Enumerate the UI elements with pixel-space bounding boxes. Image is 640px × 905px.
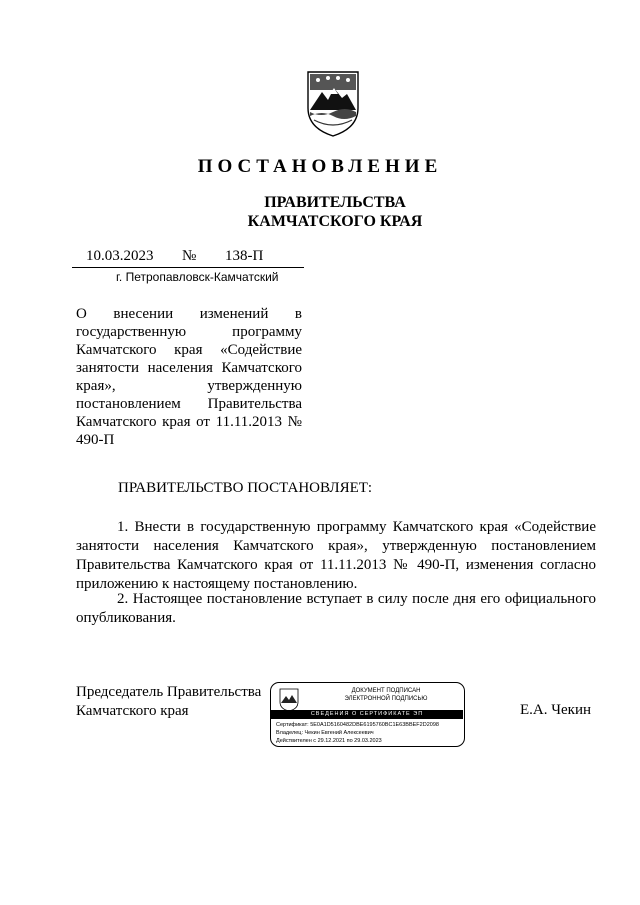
document-number: 138-П — [225, 248, 264, 264]
stamp-owner: Владелец: Чекин Евгений Алексеевич — [276, 730, 374, 736]
document-date: 10.03.2023 — [86, 248, 154, 264]
stamp-certificate-bar: СВЕДЕНИЯ О СЕРТИФИКАТЕ ЭП — [271, 710, 463, 719]
document-subject: О внесении изменений в государственную программу Камчатского края «Содействие занятости населения Камчатского края», утвержденную постановлением Правительства Камчатского края от 11.11.2013 № 490-П — [76, 306, 302, 448]
issuer-line-1: ПРАВИТЕЛЬСТВА — [264, 194, 406, 211]
stamp-emblem-icon — [279, 688, 299, 712]
city-name: г. Петропавловск-Камчатский — [116, 270, 279, 284]
registration-underline — [72, 267, 304, 268]
coat-of-arms-emblem — [304, 68, 362, 138]
number-sign: № — [182, 248, 197, 264]
signer-name: Е.А. Чекин — [520, 702, 591, 718]
issuer-line-2: КАМЧАТСКОГО КРАЯ — [247, 213, 423, 230]
body-paragraph-2: 2. Настоящее постановление вступает в силу после дня его официального опубликования. — [76, 591, 596, 626]
stamp-certificate: Сертификат: 5E0A1D5160482DBE6195760BC1E63BBEF2D2098 — [276, 722, 439, 728]
issuer-name — [0, 193, 640, 231]
document-type-title: ПОСТАНОВЛЕНИЕ — [197, 156, 443, 177]
resolves-heading: ПРАВИТЕЛЬСТВО ПОСТАНОВЛЯЕТ: — [118, 480, 373, 496]
e-signature-stamp — [270, 682, 465, 747]
stamp-validity: Действителен с 29.12.2021 по 29.03.2023 — [276, 738, 382, 744]
body-paragraph-1: 1. Внести в государственную программу Камчатского края «Содействие занятости населения Камчатского края», утвержденную постановлением Правительства Камчатского края от 11.11.2013 № 490-П, изменения согласно приложению к настоящему постановлению. — [76, 519, 596, 592]
signer-position: Председатель Правительства Камчатского края — [76, 684, 262, 719]
stamp-title: ДОКУМЕНТ ПОДПИСАН ЭЛЕКТРОННОЙ ПОДПИСЬЮ — [344, 688, 428, 702]
